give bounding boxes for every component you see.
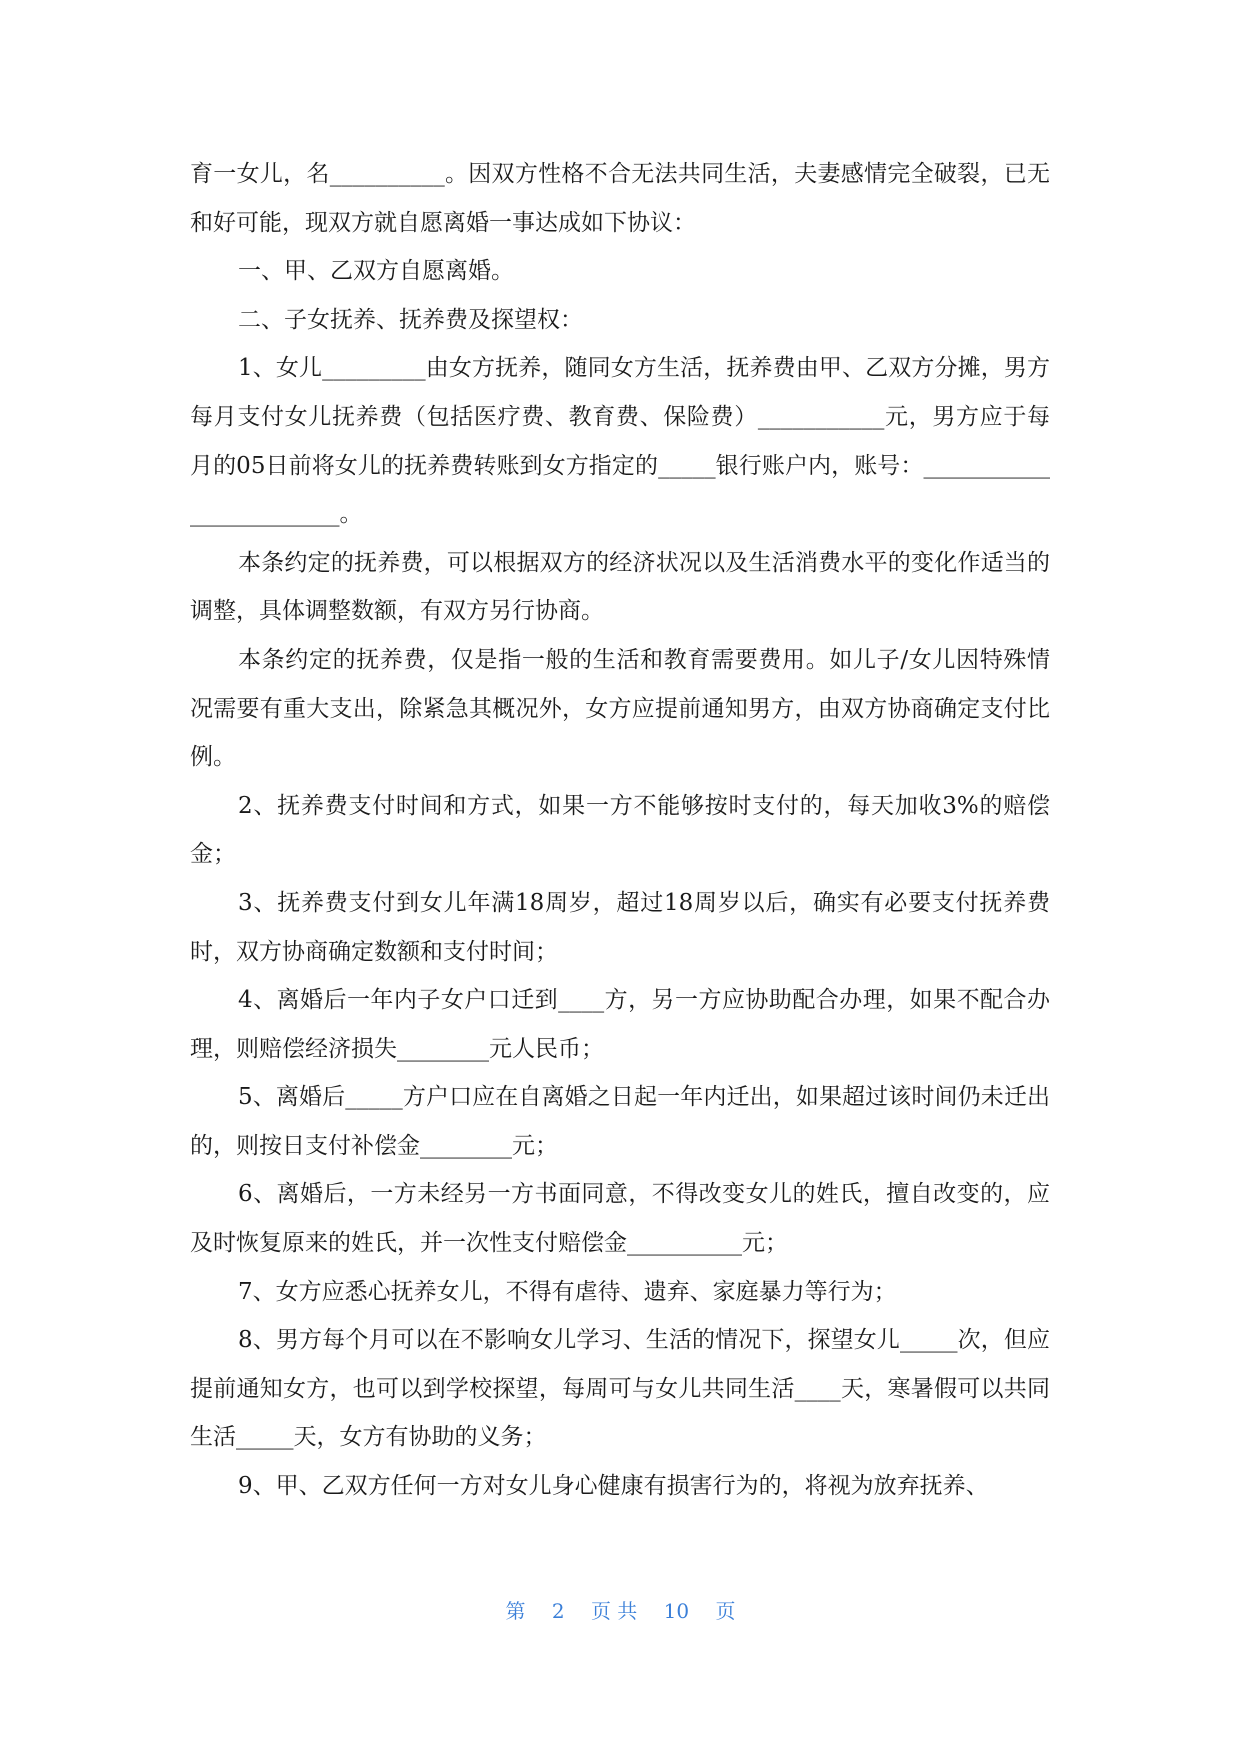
paragraph-scope: 本条约定的抚养费，仅是指一般的生活和教育需要费用。如儿子/女儿因特殊情况需要有重大支出，除紧急其概况外，女方应提前通知男方，由双方协商确定支付比例。 (190, 646, 1050, 771)
paragraph-item-4: 4、离婚后一年内子女户口迁到____方，另一方应协助配合办理，如果不配合办理，则赔偿经济损失________元人民币； (190, 987, 1050, 1062)
paragraph-intro: 育一女儿，名__________。因双方性格不合无法共同生活，夫妻感情完全破裂，已无和好可能，现双方就自愿离婚一事达成如下协议： (190, 161, 1050, 236)
paragraph-item-9: 9、甲、乙双方任何一方对女儿身心健康有损害行为的，将视为放弃抚养、 (238, 1473, 989, 1500)
paragraph-item-8: 8、男方每个月可以在不影响女儿学习、生活的情况下，探望女儿_____次，但应提前通知女方，也可以到学校探望，每周可与女儿共同生活____天，寒暑假可以共同生活_____天，女方有协助的义务； (190, 1327, 1050, 1451)
footer-label-di: 第 (505, 1599, 526, 1623)
paragraph-item-6: 6、离婚后，一方未经另一方书面同意，不得改变女儿的姓氏，擅自改变的，应及时恢复原来的姓氏，并一次性支付赔偿金__________元； (190, 1181, 1050, 1257)
paragraph-item-7: 7、女方应悉心抚养女儿，不得有虐待、遗弃、家庭暴力等行为； (238, 1278, 897, 1305)
footer-label-ye-gong: 页 共 (590, 1599, 638, 1623)
page-footer (0, 1595, 1241, 1624)
paragraph-adjustment: 本条约定的抚养费，可以根据双方的经济状况以及生活消费水平的变化作适当的调整，具体调整数额，有双方另行协商。 (190, 549, 1050, 625)
paragraph-clause-2-heading: 二、子女抚养、抚养费及探望权： (238, 306, 583, 333)
footer-label-ye: 页 (715, 1599, 736, 1623)
footer-current-page: 2 (551, 1599, 565, 1623)
paragraph-item-3: 3、抚养费支付到女儿年满18周岁，超过18周岁以后，确实有必要支付抚养费时，双方协商确定数额和支付时间； (190, 889, 1050, 965)
document-body (190, 150, 1050, 1511)
paragraph-item-5: 5、离婚后_____方户口应在自离婚之日起一年内迁出，如果超过该时间仍未迁出的，则按日支付补偿金________元； (190, 1084, 1050, 1159)
footer-total-pages: 10 (663, 1599, 690, 1623)
paragraph-clause-1: 一、甲、乙双方自愿离婚。 (238, 258, 514, 285)
paragraph-item-1: 1、女儿_________由女方抚养，随同女方生活，抚养费由甲、乙双方分摊，男方每月支付女儿抚养费（包括医疗费、教育费、保险费）___________元，男方应于每月的05日前将女儿的抚养费转账到女方指定的_____银行账户内，账号：________________________。 (190, 355, 1050, 528)
paragraph-item-2: 2、抚养费支付时间和方式，如果一方不能够按时支付的，每天加收3%的赔偿金； (190, 792, 1050, 868)
